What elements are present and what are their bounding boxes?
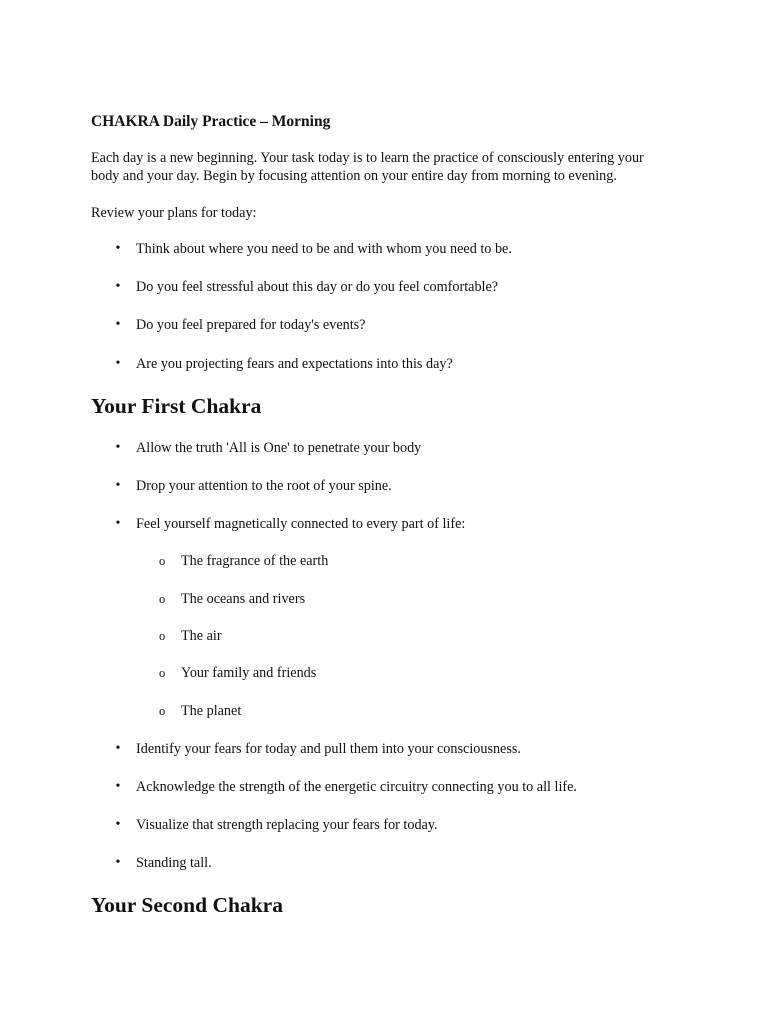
bullet-icon: • (115, 317, 121, 332)
review-item: Do you feel prepared for today's events? (136, 317, 366, 333)
review-item: Think about where you need to be and with whom you need to be. (136, 241, 512, 257)
list-item: Feel yourself magnetically connected to every part of life: (136, 516, 466, 532)
section-heading-first-chakra: Your First Chakra (91, 394, 262, 418)
review-item: Are you projecting fears and expectations into this day? (136, 356, 453, 372)
sub-bullet-icon: o (159, 666, 166, 680)
bullet-icon: • (115, 241, 121, 256)
sub-list-item: The fragrance of the earth (181, 553, 329, 569)
bullet-icon: • (115, 478, 121, 493)
intro-line-1: Each day is a new beginning. Your task today is to learn the practice of consciously entering your (91, 150, 644, 166)
sub-bullet-icon: o (159, 704, 166, 718)
list-item: Acknowledge the strength of the energetic circuitry connecting you to all life. (136, 779, 577, 795)
bullet-icon: • (115, 440, 121, 455)
sub-list-item: Your family and friends (181, 665, 317, 681)
list-item: Drop your attention to the root of your spine. (136, 478, 392, 494)
document-title: CHAKRA Daily Practice – Morning (91, 113, 331, 130)
list-item: Allow the truth 'All is One' to penetrate your body (136, 440, 422, 456)
section-heading-second-chakra: Your Second Chakra (91, 893, 283, 917)
bullet-icon: • (115, 779, 121, 794)
review-item: Do you feel stressful about this day or do you feel comfortable? (136, 279, 499, 295)
list-item: Identify your fears for today and pull them into your consciousness. (136, 741, 521, 757)
intro-line-2: body and your day. Begin by focusing attention on your entire day from morning to evening. (91, 167, 617, 184)
sub-bullet-icon: o (159, 629, 166, 643)
bullet-icon: • (115, 855, 121, 870)
bullet-icon: • (115, 741, 121, 756)
bullet-icon: • (115, 279, 121, 294)
list-item: Standing tall. (136, 855, 212, 871)
sub-bullet-icon: o (159, 592, 166, 606)
intro-paragraph (91, 150, 691, 185)
list-item: Visualize that strength replacing your fears for today. (136, 817, 438, 833)
sub-list-item: The oceans and rivers (181, 591, 306, 607)
sub-bullet-icon: o (159, 554, 166, 568)
bullet-icon: • (115, 817, 121, 832)
sub-list-item: The air (181, 628, 222, 644)
bullet-icon: • (115, 516, 121, 531)
review-label: Review your plans for today: (91, 205, 257, 221)
bullet-icon: • (115, 356, 121, 371)
sub-list-item: The planet (181, 703, 242, 719)
